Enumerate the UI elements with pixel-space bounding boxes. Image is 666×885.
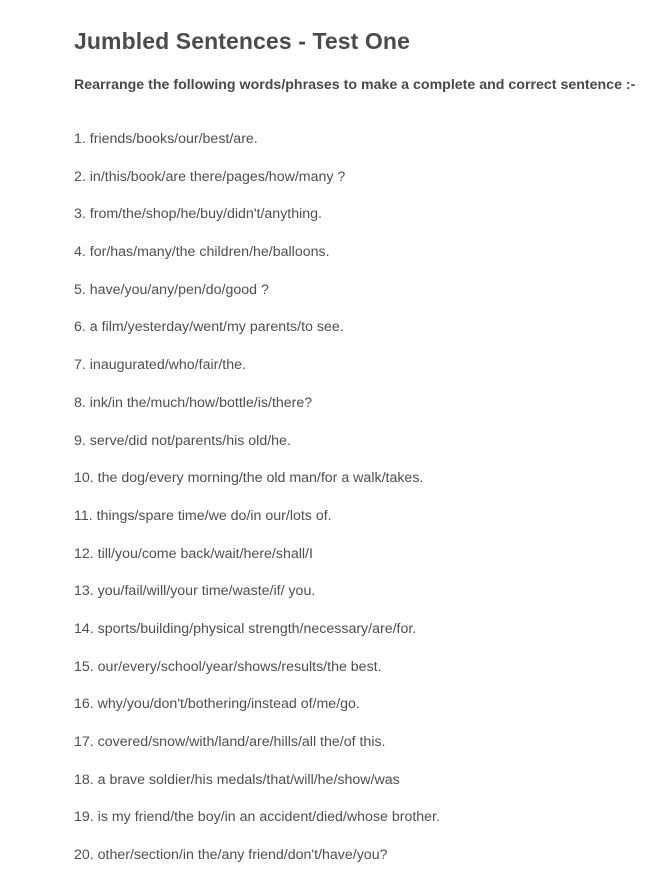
document-title: Jumbled Sentences - Test One (74, 28, 410, 54)
question-item: 10. the dog/every morning/the old man/for a walk/takes. (74, 470, 424, 487)
question-item: 16. why/you/don't/bothering/instead of/me/go. (74, 696, 360, 713)
question-item: 4. for/has/many/the children/he/balloons. (74, 244, 330, 261)
question-item: 15. our/every/school/year/shows/results/the best. (74, 658, 382, 675)
question-item: 7. inaugurated/who/fair/the. (74, 357, 246, 374)
question-item: 20. other/section/in the/any friend/don't/have/you? (74, 847, 388, 864)
question-item: 8. ink/in the/much/how/bottle/is/there? (74, 394, 313, 411)
question-item: 1. friends/books/our/best/are. (74, 131, 258, 147)
question-item: 6. a film/yesterday/went/my parents/to see. (74, 319, 344, 336)
question-item: 12. till/you/come back/wait/here/shall/I (74, 545, 313, 562)
question-list (74, 131, 440, 885)
instruction-text: Rearrange the following words/phrases to make a complete and correct sentence :- (74, 77, 636, 93)
question-item: 3. from/the/shop/he/buy/didn't/anything. (74, 206, 322, 223)
question-item: 17. covered/snow/with/land/are/hills/all the/of this. (74, 734, 386, 750)
question-item: 9. serve/did not/parents/his old/he. (74, 432, 291, 449)
question-item: 18. a brave soldier/his medals/that/will/he/show/was (74, 771, 400, 788)
question-item: 14. sports/building/physical strength/necessary/are/for. (74, 620, 417, 637)
question-item: 13. you/fail/will/your time/waste/if/ you. (74, 583, 316, 600)
question-item: 2. in/this/book/are there/pages/how/many ? (74, 168, 346, 185)
question-item: 19. is my friend/the boy/in an accident/died/whose brother. (74, 809, 440, 826)
question-item: 5. have/you/any/pen/do/good ? (74, 281, 269, 298)
question-item: 11. things/spare time/we do/in our/lots of. (74, 507, 332, 524)
